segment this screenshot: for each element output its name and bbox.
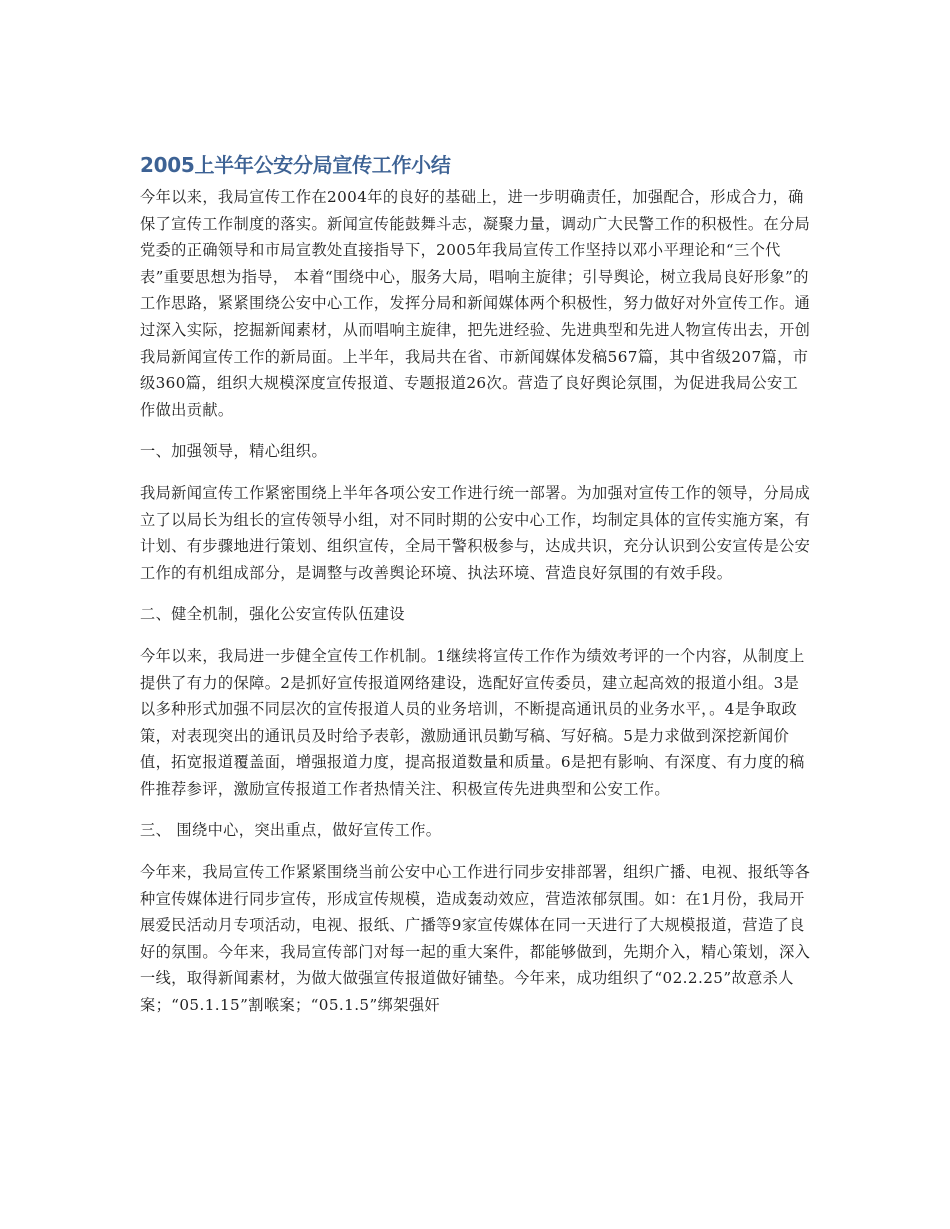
section-1-heading: 一、加强领导，精心组织。: [140, 442, 328, 461]
section-3-paragraph: 今年来，我局宣传工作紧紧围绕当前公安中心工作进行同步安排部署，组织广播、电视、报纸等各种宣传媒体进行同步宣传，形成宣传规模，造成轰动效应，营造浓郁氛围。如：在1月份，我局开展爱民活动月专项活动，电视、报纸、广播等9家宣传媒体在同一天进行了大规模报道，营造了良好的氛围。今年来，我局宣传部门对每一起的重大案件，都能够做到，先期介入，精心策划，深入一线，取得新闻素材，为做大做强宣传报道做好铺垫。今年来，成功组织了“02.2.25”故意杀人案；“05.1.15”割喉案；“05.1.5”绑架强奸: [140, 863, 811, 1015]
section-3-heading: 三、 围绕中心，突出重点，做好宣传工作。: [140, 821, 442, 840]
section-2-paragraph: 今年以来，我局进一步健全宣传工作机制。1继续将宣传工作作为绩效考评的一个内容，从制度上提供了有力的保障。2是抓好宣传报道网络建设，选配好宣传委员，建立起高效的报道小组。3是以多种形式加强不同层次的宣传报道人员的业务培训，不断提高通讯员的业务水平，。4是争取政策，对表现突出的通讯员及时给予表彰，激励通讯员勤写稿、写好稿。5是力求做到深挖新闻价值，拓宽报道覆盖面，增强报道力度，提高报道数量和质量。6是把有影响、有深度、有力度的稿件推荐参评，激励宣传报道工作者热情关注、积极宣传先进典型和公安工作。: [140, 646, 805, 798]
document-title: 2005上半年公安分局宣传工作小结: [140, 153, 451, 177]
section-1-paragraph: 我局新闻宣传工作紧密围绕上半年各项公安工作进行统一部署。为加强对宣传工作的领导，分局成立了以局长为组长的宣传领导小组，对不同时期的公安中心工作，均制定具体的宣传实施方案，有计划、有步骤地进行策划、组织宣传，全局干警积极参与，达成共识，充分认识到公安宣传是公安工作的有机组成部分，是调整与改善舆论环境、执法环境、营造良好氛围的有效手段。: [140, 483, 811, 582]
document-page: [140, 150, 812, 1034]
intro-paragraph: 今年以来，我局宣传工作在2004年的良好的基础上，进一步明确责任，加强配合，形成合力，确保了宣传工作制度的落实。新闻宣传能鼓舞斗志，凝聚力量，调动广大民警工作的积极性。在分局党委的正确领导和市局宣教处直接指导下，2005年我局宣传工作坚持以邓小平理论和“三个代表”重要思想为指导， 本着“围绕中心，服务大局，唱响主旋律；引导舆论，树立我局良好形象”的工作思路，紧紧围绕公安中心工作，发挥分局和新闻媒体两个积极性，努力做好对外宣传工作。通过深入实际，挖掘新闻素材，从而唱响主旋律，把先进经验、先进典型和先进人物宣传出去，开创我局新闻宣传工作的新局面。上半年，我局共在省、市新闻媒体发稿567篇，其中省级207篇，市级360篇，组织大规模深度宣传报道、专题报道26次。营造了良好舆论氛围，为促进我局公安工作做出贡献。: [140, 188, 811, 419]
section-2-heading: 二、健全机制，强化公安宣传队伍建设: [140, 605, 405, 624]
